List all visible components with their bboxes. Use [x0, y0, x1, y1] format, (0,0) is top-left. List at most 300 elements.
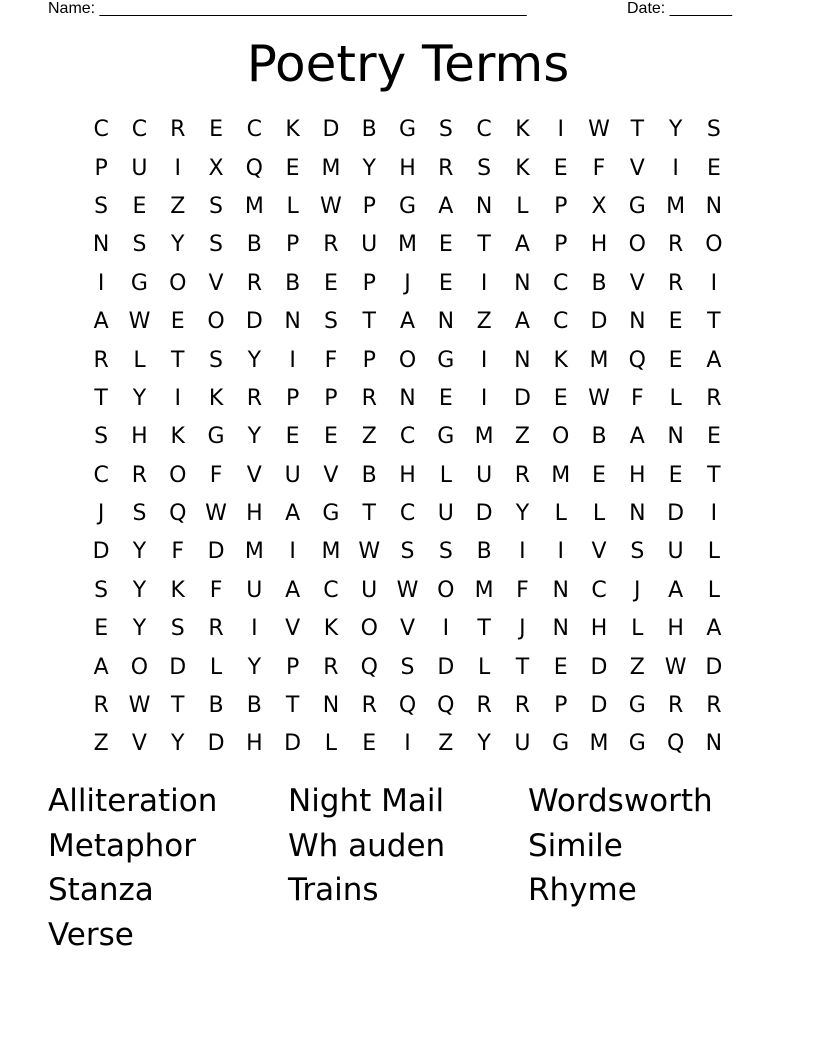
grid-letter[interactable]: H	[667, 616, 684, 642]
grid-letter[interactable]: F	[324, 347, 338, 373]
grid-letter[interactable]: S	[209, 193, 224, 219]
grid-letter[interactable]: I	[480, 347, 488, 373]
grid-letter[interactable]: I	[404, 731, 411, 757]
grid-letter[interactable]: Z	[629, 654, 645, 680]
grid-letter[interactable]: I	[442, 616, 450, 642]
grid-letter[interactable]: E	[285, 155, 300, 181]
date-field[interactable]: Date: _______	[627, 0, 732, 17]
grid-letter[interactable]: N	[475, 193, 493, 219]
grid-letter[interactable]: M	[321, 539, 341, 565]
grid-letter[interactable]: I	[557, 117, 564, 143]
grid-letter[interactable]: B	[361, 117, 377, 143]
grid-row	[82, 687, 733, 725]
grid-letter[interactable]: E	[362, 731, 377, 757]
grid-letter[interactable]: D	[92, 539, 110, 565]
grid-letter[interactable]: A	[93, 654, 109, 680]
grid-letter[interactable]: J	[404, 270, 411, 296]
grid-letter[interactable]: Q	[169, 501, 187, 527]
grid-letter[interactable]: P	[324, 385, 338, 411]
grid-letter[interactable]: Q	[437, 693, 455, 719]
grid-letter[interactable]: P	[362, 347, 376, 373]
grid-letter[interactable]: E	[706, 155, 721, 181]
grid-letter[interactable]: G	[398, 193, 417, 219]
grid-letter[interactable]: E	[668, 347, 683, 373]
grid-letter[interactable]: S	[132, 232, 147, 258]
grid-letter[interactable]: D	[245, 309, 263, 335]
grid-letter[interactable]: C	[553, 309, 569, 335]
grid-letter[interactable]: R	[667, 270, 684, 296]
grid-letter[interactable]: G	[398, 117, 417, 143]
grid-letter[interactable]: O	[628, 232, 646, 258]
grid-letter[interactable]: K	[323, 616, 339, 642]
grid-letter[interactable]: N	[514, 347, 531, 373]
grid-letter[interactable]: P	[94, 155, 108, 181]
grid-letter[interactable]: W	[664, 654, 687, 680]
grid-letter[interactable]: J	[519, 616, 526, 642]
grid-letter[interactable]: K	[515, 155, 530, 181]
grid-letter[interactable]: B	[246, 232, 262, 258]
grid-letter[interactable]: G	[130, 270, 148, 296]
grid-letter[interactable]: A	[629, 424, 645, 450]
grid-letter[interactable]: I	[97, 270, 105, 296]
grid-letter[interactable]: W	[205, 501, 227, 527]
grid-letter[interactable]: W	[588, 385, 610, 411]
grid-letter[interactable]: E	[323, 270, 338, 296]
grid-letter[interactable]: A	[285, 501, 301, 527]
grid-letter[interactable]: Y	[132, 385, 147, 411]
grid-letter[interactable]: Y	[171, 731, 185, 757]
grid-letter[interactable]: S	[400, 654, 415, 680]
grid-letter[interactable]: E	[170, 309, 185, 335]
grid-letter[interactable]: O	[552, 424, 570, 450]
grid-letter[interactable]: B	[361, 462, 377, 488]
grid-letter[interactable]: X	[208, 155, 224, 181]
grid-row	[82, 495, 733, 533]
grid-letter[interactable]: O	[705, 232, 723, 258]
grid-letter[interactable]: P	[285, 232, 300, 258]
grid-letter[interactable]: A	[514, 232, 530, 258]
grid-letter[interactable]: Q	[245, 155, 263, 181]
grid-letter[interactable]: O	[437, 577, 455, 603]
grid-letter[interactable]: R	[246, 270, 262, 296]
header	[48, 0, 748, 20]
grid-letter[interactable]: Z	[438, 731, 454, 757]
grid-letter[interactable]: D	[590, 654, 608, 680]
grid-letter[interactable]: Y	[477, 731, 491, 757]
grid-letter[interactable]: I	[557, 539, 564, 565]
grid-letter[interactable]: D	[705, 654, 723, 680]
grid-letter[interactable]: K	[170, 577, 185, 603]
grid-letter[interactable]: R	[93, 693, 109, 719]
grid-letter[interactable]: D	[590, 309, 608, 335]
grid-letter[interactable]: H	[629, 462, 646, 488]
grid-letter[interactable]: R	[93, 347, 109, 373]
grid-letter[interactable]: B	[246, 693, 262, 719]
grid-letter[interactable]: T	[515, 654, 530, 680]
grid-letter[interactable]: N	[552, 577, 569, 603]
grid-letter[interactable]: C	[476, 117, 492, 143]
grid-letter[interactable]: S	[94, 577, 109, 603]
grid-letter[interactable]: N	[629, 501, 646, 527]
grid-letter[interactable]: M	[666, 193, 686, 219]
grid-row	[82, 111, 733, 149]
grid-letter[interactable]: M	[398, 232, 418, 258]
grid-letter[interactable]: I	[710, 501, 718, 527]
grid-letter[interactable]: L	[286, 193, 299, 219]
grid-letter[interactable]: E	[209, 117, 223, 143]
grid-letter[interactable]: D	[207, 539, 225, 565]
grid-letter[interactable]: M	[474, 424, 494, 450]
grid-letter[interactable]: D	[322, 117, 340, 143]
grid-letter[interactable]: N	[514, 270, 531, 296]
grid-letter[interactable]: M	[551, 462, 571, 488]
grid-letter[interactable]: D	[513, 385, 531, 411]
grid-letter[interactable]: D	[284, 731, 302, 757]
grid-letter[interactable]: Y	[515, 501, 530, 527]
grid-letter[interactable]: Y	[362, 155, 376, 181]
grid-letter[interactable]: N	[705, 731, 723, 757]
grid-letter[interactable]: H	[590, 232, 608, 258]
grid-letter[interactable]: Y	[247, 424, 262, 450]
grid-letter[interactable]: Q	[666, 731, 685, 757]
grid-letter[interactable]: U	[284, 462, 301, 488]
grid-letter[interactable]: S	[323, 309, 338, 335]
grid-letter[interactable]: Z	[476, 309, 492, 335]
grid-letter[interactable]: R	[246, 385, 262, 411]
word-bank-item: Simile	[528, 827, 623, 864]
grid-letter[interactable]: S	[438, 117, 453, 143]
grid-letter[interactable]: I	[289, 539, 296, 565]
grid-letter[interactable]: G	[437, 424, 455, 450]
grid-letter[interactable]: T	[630, 117, 645, 143]
grid-letter[interactable]: R	[706, 693, 722, 719]
grid-letter[interactable]: K	[553, 347, 568, 373]
grid-letter[interactable]: S	[94, 193, 109, 219]
grid-letter[interactable]: C	[553, 270, 569, 296]
grid-letter[interactable]: I	[174, 155, 181, 181]
grid-letter[interactable]: Y	[171, 232, 185, 258]
grid-letter[interactable]: N	[705, 193, 723, 219]
grid-letter[interactable]: W	[128, 693, 151, 719]
grid-letter[interactable]: N	[552, 616, 569, 642]
grid-letter[interactable]: N	[322, 693, 340, 719]
grid-letter[interactable]: M	[321, 155, 341, 181]
grid-letter[interactable]: L	[439, 462, 452, 488]
grid-letter[interactable]: U	[361, 232, 378, 258]
grid-letter[interactable]: L	[554, 501, 567, 527]
grid-letter[interactable]: O	[169, 270, 187, 296]
grid-letter[interactable]: T	[171, 347, 185, 373]
grid-letter[interactable]: O	[130, 654, 149, 680]
grid-letter[interactable]: E	[438, 232, 453, 258]
grid-letter[interactable]: E	[323, 424, 338, 450]
grid-letter[interactable]: P	[554, 232, 568, 258]
grid-letter[interactable]: J	[634, 577, 641, 603]
grid-letter[interactable]: Q	[360, 654, 378, 680]
grid-letter[interactable]: V	[399, 616, 416, 642]
grid-letter[interactable]: E	[668, 462, 683, 488]
grid-letter[interactable]: A	[399, 309, 416, 335]
grid-letter[interactable]: T	[362, 501, 376, 527]
grid-letter[interactable]: N	[399, 385, 416, 411]
grid-letter[interactable]: A	[93, 309, 109, 335]
grid-letter[interactable]: U	[246, 577, 263, 603]
grid-letter[interactable]: S	[170, 616, 185, 642]
grid-letter[interactable]: Y	[668, 117, 683, 143]
grid-letter[interactable]: V	[591, 539, 607, 565]
grid-letter[interactable]: A	[438, 193, 454, 219]
grid-letter[interactable]: K	[515, 117, 530, 143]
grid-letter[interactable]: C	[246, 117, 263, 143]
grid-letter[interactable]: U	[131, 155, 148, 181]
grid-letter[interactable]: I	[174, 385, 181, 411]
grid-letter[interactable]: D	[169, 654, 187, 680]
grid-letter[interactable]: E	[592, 462, 606, 488]
grid-letter[interactable]: A	[285, 577, 301, 603]
grid-letter[interactable]: L	[669, 385, 682, 411]
grid-letter[interactable]: H	[131, 424, 148, 450]
grid-letter[interactable]: H	[399, 155, 416, 181]
grid-letter[interactable]: B	[476, 539, 492, 565]
grid-letter[interactable]: L	[324, 731, 338, 757]
grid-letter[interactable]: A	[706, 347, 722, 373]
grid-letter[interactable]: G	[552, 731, 570, 757]
grid-letter[interactable]: N	[667, 424, 684, 450]
grid-letter[interactable]: V	[629, 270, 645, 296]
grid-letter[interactable]: F	[630, 385, 644, 411]
grid-letter[interactable]: L	[133, 347, 146, 373]
grid-letter[interactable]: P	[285, 654, 300, 680]
grid-letter[interactable]: Z	[170, 193, 186, 219]
grid-letter[interactable]: R	[323, 654, 339, 680]
grid-letter[interactable]: R	[361, 385, 377, 411]
grid-letter[interactable]: E	[94, 616, 109, 642]
grid-letter[interactable]: L	[592, 501, 606, 527]
grid-letter[interactable]: C	[93, 462, 109, 488]
grid-letter[interactable]: O	[207, 309, 225, 335]
word-bank	[48, 779, 768, 958]
grid-letter[interactable]: J	[97, 501, 105, 527]
grid-letter[interactable]: E	[553, 385, 568, 411]
grid-letter[interactable]: U	[514, 731, 531, 757]
grid-letter[interactable]: S	[706, 117, 721, 143]
grid-letter[interactable]: I	[710, 270, 718, 296]
grid-letter[interactable]: F	[171, 539, 185, 565]
grid-letter[interactable]: W	[588, 117, 610, 143]
grid-letter[interactable]: E	[438, 385, 453, 411]
grid-letter[interactable]: Q	[628, 347, 646, 373]
grid-letter[interactable]: G	[322, 501, 340, 527]
grid-letter[interactable]: O	[360, 616, 378, 642]
grid-letter[interactable]: A	[514, 309, 530, 335]
grid-letter[interactable]: C	[323, 577, 339, 603]
grid-letter[interactable]: K	[208, 385, 224, 411]
grid-letter[interactable]: T	[477, 616, 491, 642]
grid-letter[interactable]: S	[630, 539, 645, 565]
grid-letter[interactable]: L	[707, 539, 721, 565]
grid-letter[interactable]: B	[285, 270, 301, 296]
grid-letter[interactable]: R	[438, 155, 454, 181]
grid-row	[82, 380, 733, 418]
grid-letter[interactable]: N	[629, 309, 646, 335]
grid-letter[interactable]: T	[94, 385, 108, 411]
grid-letter[interactable]: W	[358, 539, 381, 565]
grid-letter[interactable]: M	[589, 731, 609, 757]
grid-letter[interactable]: K	[170, 424, 185, 450]
grid-letter[interactable]: V	[208, 270, 224, 296]
grid-letter[interactable]: M	[589, 347, 609, 373]
grid-letter[interactable]: R	[514, 693, 531, 719]
grid-letter[interactable]: N	[284, 309, 301, 335]
grid-letter[interactable]: L	[209, 654, 223, 680]
grid-letter[interactable]: G	[207, 424, 225, 450]
grid-letter[interactable]: T	[477, 232, 491, 258]
grid-letter[interactable]: E	[438, 270, 453, 296]
grid-letter[interactable]: L	[707, 577, 721, 603]
grid-letter[interactable]: U	[476, 462, 493, 488]
grid-letter[interactable]: U	[361, 577, 378, 603]
grid-letter[interactable]: D	[590, 693, 608, 719]
grid-letter[interactable]: R	[208, 616, 224, 642]
grid-letter[interactable]: R	[361, 693, 377, 719]
grid-letter[interactable]: T	[285, 693, 300, 719]
grid-letter[interactable]: S	[209, 232, 224, 258]
word-bank-item: Wordsworth	[528, 783, 713, 819]
grid-letter[interactable]: D	[437, 654, 455, 680]
grid-letter[interactable]: P	[554, 193, 568, 219]
grid-letter[interactable]: T	[362, 309, 376, 335]
grid-letter[interactable]: F	[209, 462, 223, 488]
grid-letter[interactable]: O	[169, 462, 187, 488]
grid-letter[interactable]: P	[554, 693, 568, 719]
grid-letter[interactable]: B	[591, 270, 607, 296]
grid-letter[interactable]: Y	[247, 347, 262, 373]
grid-letter[interactable]: A	[706, 616, 722, 642]
grid-letter[interactable]: T	[707, 309, 721, 335]
grid-letter[interactable]: E	[553, 155, 568, 181]
grid-letter[interactable]: R	[323, 232, 339, 258]
grid-letter[interactable]: Z	[514, 424, 530, 450]
grid-letter[interactable]: V	[285, 616, 301, 642]
grid-letter[interactable]: Y	[247, 654, 262, 680]
grid-letter[interactable]: Z	[361, 424, 377, 450]
grid-letter[interactable]: B	[208, 693, 224, 719]
grid-letter[interactable]: O	[398, 347, 417, 373]
grid-letter[interactable]: Q	[398, 693, 417, 719]
grid-letter[interactable]: Y	[132, 539, 147, 565]
grid-letter[interactable]: C	[591, 577, 607, 603]
grid-letter[interactable]: P	[285, 385, 300, 411]
grid-letter[interactable]: E	[668, 309, 683, 335]
grid-letter[interactable]: I	[519, 539, 526, 565]
grid-letter[interactable]: R	[706, 385, 722, 411]
grid-letter[interactable]: C	[131, 117, 148, 143]
grid-letter[interactable]: E	[553, 654, 568, 680]
grid-letter[interactable]: N	[437, 309, 455, 335]
grid-letter[interactable]: H	[246, 731, 263, 757]
grid-letter[interactable]: H	[246, 501, 263, 527]
grid-letter[interactable]: E	[132, 193, 147, 219]
grid-letter[interactable]: F	[516, 577, 529, 603]
grid-letter[interactable]: V	[323, 462, 339, 488]
grid-letter[interactable]: R	[170, 117, 186, 143]
grid-letter[interactable]: M	[244, 193, 264, 219]
grid-letter[interactable]: W	[128, 309, 151, 335]
grid-letter[interactable]: I	[289, 347, 296, 373]
grid-letter[interactable]: W	[396, 577, 419, 603]
grid-letter[interactable]: V	[131, 731, 147, 757]
grid-letter[interactable]: I	[672, 155, 679, 181]
grid-letter[interactable]: S	[400, 539, 415, 565]
grid-letter[interactable]: R	[514, 462, 531, 488]
grid-letter[interactable]: P	[362, 270, 376, 296]
grid-letter[interactable]: S	[132, 501, 147, 527]
grid-letter[interactable]: L	[631, 616, 644, 642]
grid-letter[interactable]: W	[320, 193, 342, 219]
grid-letter[interactable]: G	[628, 731, 646, 757]
grid-letter[interactable]: V	[629, 155, 645, 181]
grid-letter[interactable]: I	[251, 616, 258, 642]
grid-letter[interactable]: K	[285, 117, 300, 143]
grid-letter[interactable]: X	[591, 193, 607, 219]
grid-letter[interactable]: B	[591, 424, 607, 450]
grid-letter[interactable]: I	[480, 270, 488, 296]
grid-letter[interactable]: M	[474, 577, 494, 603]
grid-letter[interactable]: U	[667, 539, 684, 565]
grid-letter[interactable]: T	[171, 693, 185, 719]
grid-letter[interactable]: F	[209, 577, 223, 603]
grid-letter[interactable]: R	[476, 693, 492, 719]
grid-letter[interactable]: E	[706, 424, 721, 450]
grid-letter[interactable]: V	[246, 462, 262, 488]
grid-letter[interactable]: C	[399, 424, 416, 450]
grid-letter[interactable]: S	[477, 155, 492, 181]
grid-letter[interactable]: H	[590, 616, 608, 642]
grid-letter[interactable]: E	[285, 424, 300, 450]
grid-letter[interactable]: A	[668, 577, 684, 603]
name-field[interactable]: Name: ________________________________________________	[48, 0, 527, 17]
grid-letter[interactable]: I	[480, 385, 488, 411]
grid-letter[interactable]: C	[93, 117, 109, 143]
grid-letter[interactable]: Y	[132, 616, 147, 642]
grid-letter[interactable]: R	[667, 693, 684, 719]
grid-letter[interactable]: S	[209, 347, 224, 373]
grid-letter[interactable]: L	[477, 654, 491, 680]
grid-letter[interactable]: G	[628, 693, 646, 719]
grid-letter[interactable]: D	[475, 501, 493, 527]
grid-letter[interactable]: G	[628, 193, 646, 219]
grid-row	[82, 648, 733, 686]
grid-letter[interactable]: C	[399, 501, 416, 527]
grid-letter[interactable]: D	[207, 731, 225, 757]
grid-letter[interactable]: R	[667, 232, 684, 258]
grid-letter[interactable]: R	[131, 462, 148, 488]
grid-letter[interactable]: P	[362, 193, 376, 219]
grid-letter[interactable]: Y	[132, 577, 147, 603]
grid-letter[interactable]: S	[438, 539, 453, 565]
grid-letter[interactable]: S	[94, 424, 109, 450]
grid-letter[interactable]: T	[707, 462, 721, 488]
grid-letter[interactable]: D	[667, 501, 685, 527]
grid-letter[interactable]: Z	[93, 731, 109, 757]
grid-letter[interactable]: N	[92, 232, 110, 258]
grid-letter[interactable]: G	[437, 347, 455, 373]
grid-letter[interactable]: F	[592, 155, 606, 181]
grid-letter[interactable]: H	[399, 462, 416, 488]
grid-letter[interactable]: M	[244, 539, 264, 565]
grid-letter[interactable]: L	[516, 193, 529, 219]
grid-letter[interactable]: U	[437, 501, 454, 527]
